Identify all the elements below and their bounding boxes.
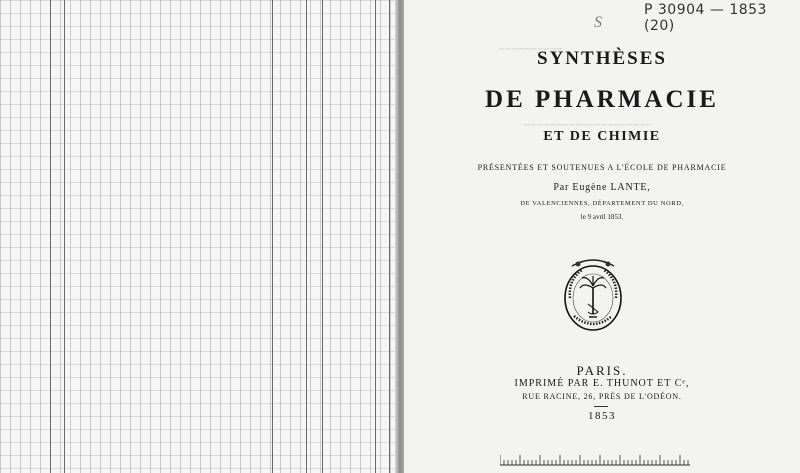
ruling-line [306, 0, 307, 473]
ruling-line [64, 0, 65, 473]
imprint-address: RUE RACINE, 26, PRÈS DE L'ODÉON. [522, 392, 682, 401]
school-seal-emblem [562, 254, 624, 334]
ruling-line [375, 0, 376, 473]
scale-ruler [500, 452, 690, 466]
title-page [404, 0, 800, 473]
date-line: le 9 avril 1853. [580, 213, 624, 221]
title-line-2: DE PHARMACIE [485, 86, 719, 113]
ruling-line [389, 0, 390, 473]
origin-line: DE VALENCIENNES, DÉPARTEMENT DU NORD, [520, 200, 684, 207]
separator-rule [594, 406, 608, 407]
shelfmark-annotation: P 30904 — 1853 (20) [644, 2, 767, 34]
title-line-1: SYNTHÈSES [537, 48, 667, 69]
pencil-mark: S [594, 14, 602, 31]
bleed-through-text: ━━━━━━━━━━━━━━━━━━━━ [524, 120, 653, 130]
bleed-through-text: ━━━━━━━━━━ [499, 44, 564, 54]
presented-line: PRÉSENTÉES ET SOUTENUES A L'ÉCOLE DE PHARMACIE [477, 163, 727, 172]
ruling-line [322, 0, 323, 473]
author-line: Par Eugène LANTE, [553, 182, 651, 193]
imprint-printer: IMPRIMÉ PAR E. THUNOT ET Cᵉ, [514, 378, 690, 389]
ruling-line [272, 0, 273, 473]
imprint-year: 1853 [588, 410, 616, 422]
title-line-3: ET DE CHIMIE [543, 129, 661, 144]
ruling-line [50, 0, 51, 473]
imprint-city: PARIS. [576, 363, 628, 378]
